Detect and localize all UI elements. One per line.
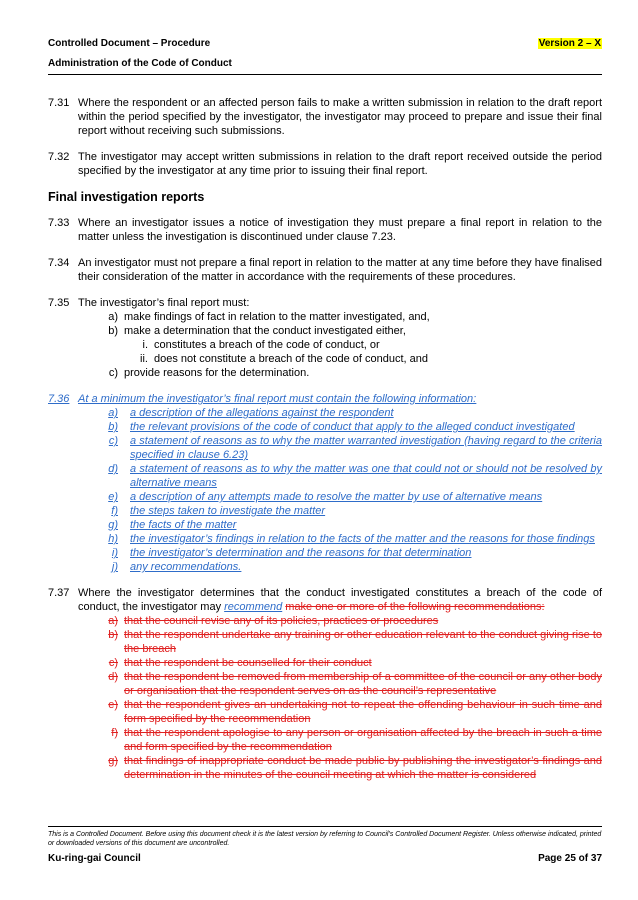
list-item <box>48 310 602 324</box>
list-label: a) <box>108 615 118 627</box>
clause-text: An investigator must not prepare a final report in relation to the matter at any time before they have finalised their consideration of the matter in accordance with the requirements of these procedures. <box>78 257 603 283</box>
list-item <box>48 546 602 560</box>
list-text: the facts of the matter <box>130 519 237 531</box>
list-item <box>48 698 602 726</box>
list-text: a description of the allegations against the respondent <box>130 407 394 419</box>
list-item <box>48 504 602 518</box>
footer-organisation: Ku-ring-gai Council <box>48 853 141 864</box>
list-text: constitutes a breach of the code of conduct, or <box>154 339 380 351</box>
section-heading: Final investigation reports <box>48 190 205 204</box>
clause-list <box>78 310 602 380</box>
list-item <box>48 338 602 352</box>
list-label: b) <box>108 325 118 337</box>
list-label: f) <box>111 727 118 739</box>
list-text: the relevant provisions of the code of conduct that apply to the alleged conduct investigated <box>130 421 575 433</box>
list-item <box>48 614 602 628</box>
list-text: that the respondent be counselled for their conduct <box>124 657 372 669</box>
list-label: c) <box>108 657 118 669</box>
list-item <box>48 352 602 366</box>
version-badge: Version 2 – X <box>538 38 601 49</box>
list-label: j) <box>111 561 118 573</box>
header-divider <box>48 74 602 75</box>
clause-number: 7.34 <box>48 257 70 269</box>
list-text: does not constitute a breach of the code of conduct, and <box>154 353 428 365</box>
clause-7-31 <box>48 96 602 138</box>
list-label: b) <box>108 421 118 433</box>
clause-number: 7.32 <box>48 151 70 163</box>
list-item <box>48 532 602 546</box>
clause-text: At a minimum the investigator’s final report must contain the following information: <box>78 393 477 405</box>
list-item <box>48 628 602 656</box>
list-item <box>48 366 602 380</box>
list-label: d) <box>108 671 118 683</box>
clause-list <box>78 406 602 574</box>
list-text: the investigator’s determination and the reasons for that determination <box>130 547 472 559</box>
clause-text: Where an investigator issues a notice of investigation they must prepare a final report in relation to the matter unless the investigation is discontinued under clause 7.23. <box>78 217 602 243</box>
list-text: that the respondent apologise to any person or organisation affected by the breach in such a time and form specified by the recommendation <box>124 727 602 753</box>
list-text: provide reasons for the determination. <box>124 367 310 379</box>
list-label: h) <box>108 533 118 545</box>
list-label: e) <box>108 699 118 711</box>
list-label: g) <box>108 519 118 531</box>
header-subtitle: Administration of the Code of Conduct <box>48 58 232 69</box>
list-text: that the respondent be removed from membership of a committee of the council or any other body or organisation that the respondent serves on as the council’s representative <box>124 671 602 697</box>
clause-text: Where the respondent or an affected person fails to make a written submission in relation to the draft report within the period specified by the investigator, the investigator may proceed to prepare and issue their final report without receiving such submissions. <box>78 97 602 137</box>
list-label: d) <box>108 463 118 475</box>
list-item <box>48 434 602 462</box>
list-text: that the council revise any of its policies, practices or procedures <box>124 615 439 627</box>
clause-number: 7.37 <box>48 587 70 599</box>
list-text: any recommendations. <box>130 561 242 573</box>
list-item <box>48 754 602 782</box>
list-text: that findings of inappropriate conduct be made public by publishing the investigator’s findings and determination in the minutes of the council meeting at which the matter is considered <box>124 755 602 781</box>
clause-7-35 <box>48 296 602 380</box>
list-label: a) <box>108 311 118 323</box>
list-item <box>48 518 602 532</box>
list-label: a) <box>108 407 118 419</box>
clause-7-34 <box>48 256 602 284</box>
clause-text <box>78 586 602 614</box>
page-number: Page 25 of 37 <box>538 853 602 864</box>
list-item <box>48 726 602 754</box>
list-text: that the respondent undertake any training or other education relevant to the conduct giving rise to the breach <box>124 629 602 655</box>
list-text: a statement of reasons as to why the matter warranted investigation (having regard to the criteria specified in clause 6.23) <box>130 435 602 461</box>
clause-number: 7.31 <box>48 97 70 109</box>
clause-text-original: Where the investigator determines that the conduct investigated constitutes a breach of the code of conduct, the investigator may <box>78 587 602 613</box>
clause-text: The investigator may accept written submissions in relation to the draft report received outside the period specified by the investigator at any time prior to issuing their final report. <box>78 151 602 177</box>
list-item <box>48 324 602 338</box>
list-item <box>48 420 602 434</box>
list-label: e) <box>108 491 118 503</box>
list-label: c) <box>108 367 118 379</box>
list-item <box>48 656 602 670</box>
footer-disclaimer: This is a Controlled Document. Before using this document check it is the latest version by referring to Council’s Controlled Document Register. Unless otherwise indicated, printed or downloaded versions of this document are uncontrolled. <box>48 831 602 847</box>
footer-divider <box>48 826 602 827</box>
deleted-list <box>78 614 602 782</box>
list-text: make findings of fact in relation to the matter investigated, and, <box>124 311 430 323</box>
header-title: Controlled Document – Procedure <box>48 38 211 49</box>
list-item <box>48 490 602 504</box>
clause-text: The investigator’s final report must: <box>78 297 250 309</box>
list-label: f) <box>111 505 118 517</box>
list-item <box>48 560 602 574</box>
clause-number: 7.33 <box>48 217 70 229</box>
clause-7-36-inserted <box>48 392 602 574</box>
list-label: i. <box>142 339 148 351</box>
document-body <box>48 96 602 794</box>
list-label: c) <box>108 435 118 447</box>
list-item <box>48 462 602 490</box>
list-text: make a determination that the conduct investigated either, <box>124 325 406 337</box>
list-text: a description of any attempts made to resolve the matter by use of alternative means <box>130 491 543 503</box>
clause-7-33 <box>48 216 602 244</box>
deleted-text: make one or more of the following recommendations: <box>285 601 545 613</box>
list-text: a statement of reasons as to why the matter was one that could not or should not be resolved by alternative means <box>130 463 602 489</box>
clause-number: 7.36 <box>48 393 70 405</box>
clause-7-32 <box>48 150 602 178</box>
clause-number: 7.35 <box>48 297 70 309</box>
list-text: the steps taken to investigate the matter <box>130 505 326 517</box>
list-item <box>48 406 602 420</box>
clause-7-37 <box>48 586 602 782</box>
list-item <box>48 670 602 698</box>
list-text: the investigator’s findings in relation to the facts of the matter and the reasons for those findings <box>130 533 595 545</box>
list-label: b) <box>108 629 118 641</box>
list-label: ii. <box>140 353 148 365</box>
list-label: g) <box>108 755 118 767</box>
list-label: i) <box>111 547 118 559</box>
list-text: that the respondent gives an undertaking not to repeat the offending behaviour in such time and form specified by the recommendation <box>124 699 602 725</box>
inserted-text: recommend <box>224 601 283 613</box>
